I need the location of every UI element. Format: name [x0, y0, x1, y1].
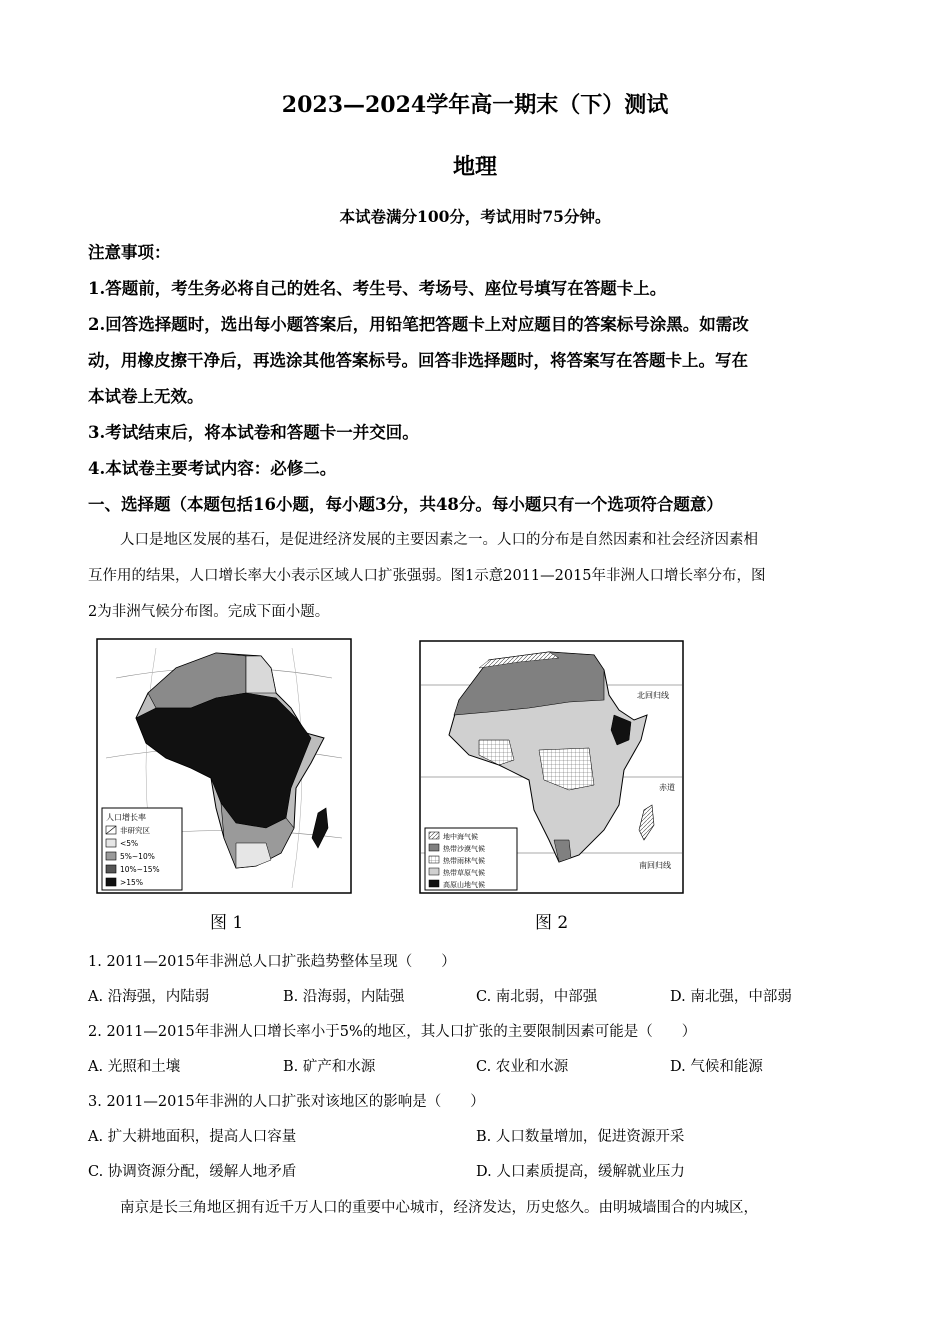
fig2-legend-item-2: 热带沙漠气候: [443, 845, 485, 853]
question-2-option-d[interactable]: D. 气候和能源: [670, 1059, 763, 1075]
figure-1-map: [96, 638, 352, 894]
passage-2-line-1: 南京是长三角地区拥有近千万人口的重要中心城市，经济发达，历史悠久。由明城墙围合的内城区，: [120, 1200, 758, 1216]
fig1-legend-item-3: 5%~10%: [120, 852, 155, 861]
question-1-option-b[interactable]: B. 沿海弱，内陆强: [283, 989, 405, 1005]
figure-2-caption: 图 2: [535, 913, 569, 933]
question-1-option-c[interactable]: C. 南北弱，中部强: [476, 989, 598, 1005]
notice-item-4: 4.本试卷主要考试内容：必修二。: [88, 459, 337, 478]
question-2-option-b[interactable]: B. 矿产和水源: [283, 1059, 376, 1075]
question-2-stem: 2. 2011—2015年非洲人口增长率小于5%的地区，其人口扩张的主要限制因素可能是（ ）: [88, 1024, 697, 1040]
exam-title: 2023—2024学年高一期末（下）测试: [281, 92, 669, 118]
figure-2-map: [419, 640, 684, 894]
question-2-option-c[interactable]: C. 农业和水源: [476, 1059, 569, 1075]
notice-item-3: 3.考试结束后，将本试卷和答题卡一并交回。: [88, 423, 419, 442]
passage-1-line-3: 2为非洲气候分布图。完成下面小题。: [88, 604, 330, 620]
question-2-option-a[interactable]: A. 光照和土壤: [88, 1059, 181, 1075]
subject-heading: 地理: [452, 154, 497, 180]
notice-item-2-line-2: 动，用橡皮擦干净后，再选涂其他答案标号。回答非选择题时，将答案写在答题卡上。写在: [88, 351, 748, 370]
figure-1-caption: 图 1: [210, 913, 244, 933]
fig1-legend-item-5: >15%: [120, 878, 143, 887]
question-1-stem: 1. 2011—2015年非洲总人口扩张趋势整体呈现（ ）: [88, 954, 456, 970]
fig2-legend-item-4: 热带草原气候: [443, 869, 485, 877]
fig2-legend-item-5: 高原山地气候: [443, 881, 485, 889]
fig2-legend-item-3: 热带雨林气候: [443, 857, 485, 865]
passage-1-line-1: 人口是地区发展的基石，是促进经济发展的主要因素之一。人口的分布是自然因素和社会经济因素相: [120, 532, 758, 548]
passage-1-line-2: 互作用的结果，人口增长率大小表示区域人口扩张强弱。图1示意2011—2015年非洲人口增长率分布，图: [88, 568, 766, 584]
fig2-label-tropic-north: 北回归线: [637, 691, 669, 700]
exam-intro: 本试卷满分100分，考试用时75分钟。: [339, 207, 611, 226]
notice-item-2-line-3: 本试卷上无效。: [88, 387, 204, 406]
fig1-legend-item-2: <5%: [120, 839, 139, 848]
notice-item-1: 1.答题前，考生务必将自己的姓名、考生号、考场号、座位号填写在答题卡上。: [88, 279, 667, 298]
question-3-option-a[interactable]: A. 扩大耕地面积，提高人口容量: [88, 1129, 297, 1145]
fig1-legend-item-1: 非研究区: [120, 826, 150, 835]
question-3-option-c[interactable]: C. 协调资源分配，缓解人地矛盾: [88, 1164, 297, 1180]
fig2-label-tropic-south: 南回归线: [639, 861, 671, 870]
question-1-option-d[interactable]: D. 南北强，中部弱: [670, 989, 792, 1005]
notice-heading: 注意事项：: [88, 243, 171, 262]
fig2-legend-item-1: 地中海气候: [443, 833, 478, 841]
fig1-legend-item-4: 10%~15%: [120, 865, 160, 874]
question-3-stem: 3. 2011—2015年非洲的人口扩张对该地区的影响是（ ）: [88, 1094, 485, 1110]
question-3-option-b[interactable]: B. 人口数量增加，促进资源开采: [476, 1129, 685, 1145]
section-heading: 一、选择题（本题包括16小题，每小题3分，共48分。每小题只有一个选项符合题意）: [88, 495, 723, 514]
fig2-label-equator: 赤道: [659, 783, 675, 792]
question-1-option-a[interactable]: A. 沿海强，内陆弱: [88, 989, 210, 1005]
fig1-legend-title: 人口增长率: [106, 813, 146, 822]
notice-item-2-line-1: 2.回答选择题时，选出每小题答案后，用铅笔把答题卡上对应题目的答案标号涂黑。如需改: [88, 315, 749, 334]
question-3-option-d[interactable]: D. 人口素质提高，缓解就业压力: [476, 1164, 685, 1180]
